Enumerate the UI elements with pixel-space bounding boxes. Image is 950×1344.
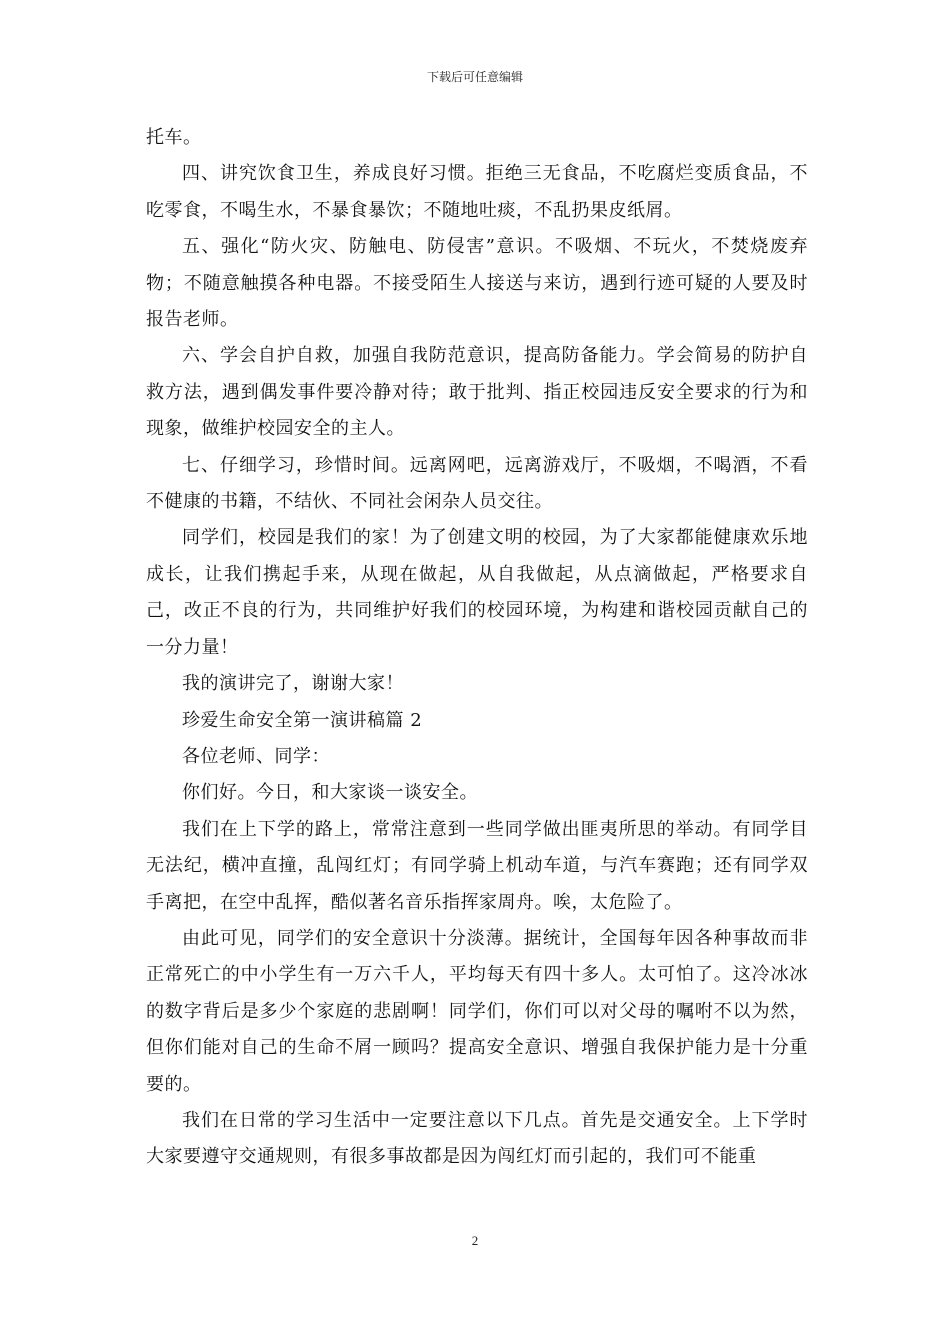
paragraph: 你们好。今日，和大家谈一谈安全。	[182, 782, 478, 804]
paragraph: 我们在日常的学习生活中一定要注意以下几点。首先是交通安全。上下学时大家要遵守交通规则，有很多事故都是因为闯红灯而引起的，我们可不能重	[146, 1109, 808, 1168]
page-header: 下载后可任意编辑	[426, 70, 523, 84]
paragraph: 托车。	[146, 127, 202, 148]
paragraph: 同学们，校园是我们的家！为了创建文明的校园，为了大家都能健康欢乐地成长，让我们携起手来，从现在做起，从自我做起，从点滴做起，严格要求自己，改正不良的行为，共同维护好我们的校园环境，为构建和谐校园贡献自己的一分力量！	[146, 527, 808, 658]
paragraph: 七、仔细学习，珍惜时间。远离网吧，远离游戏厅，不吸烟，不喝酒，不看不健康的书籍，不结伙、不同社会闲杂人员交往。	[146, 454, 808, 513]
section-title: 珍爱生命安全第一演讲稿篇 2	[182, 709, 423, 731]
paragraph: 我的演讲完了，谢谢大家！	[182, 673, 404, 695]
paragraph: 五、强化“防火灾、防触电、防侵害”意识。不吸烟、不玩火，不焚烧废弃物；不随意触摸各种电器。不接受陌生人接送与来访，遇到行迹可疑的人要及时报告老师。	[146, 236, 808, 331]
salutation: 各位老师、同学：	[182, 745, 330, 767]
paragraph: 由此可见，同学们的安全意识十分淡薄。据统计，全国每年因各种事故而非正常死亡的中小学生有一万六千人，平均每天有四十多人。太可怕了。这冷冰冰的数字背后是多少个家庭的悲剧啊！同学们，你们可以对父母的嘱咐不以为然，但你们能对自己的生命不屑一顾吗？提高安全意识、增强自我保护能力是十分重要的。	[146, 927, 808, 1095]
body-text	[146, 120, 808, 1176]
page-number: 2	[471, 1233, 479, 1248]
paragraph: 六、学会自护自救，加强自我防范意识，提高防备能力。学会简易的防护自救方法，遇到偶发事件要冷静对待；敢于批判、指正校园违反安全要求的行为和现象，做维护校园安全的主人。	[146, 345, 808, 440]
paragraph: 四、讲究饮食卫生，养成良好习惯。拒绝三无食品，不吃腐烂变质食品，不吃零食，不喝生水，不暴食暴饮；不随地吐痰，不乱扔果皮纸屑。	[146, 163, 808, 221]
paragraph: 我们在上下学的路上，常常注意到一些同学做出匪夷所思的举动。有同学目无法纪，横冲直撞，乱闯红灯；有同学骑上机动车道，与汽车赛跑；还有同学双手离把，在空中乱挥，酷似著名音乐指挥家周舟。唉，太危险了。	[146, 818, 808, 913]
